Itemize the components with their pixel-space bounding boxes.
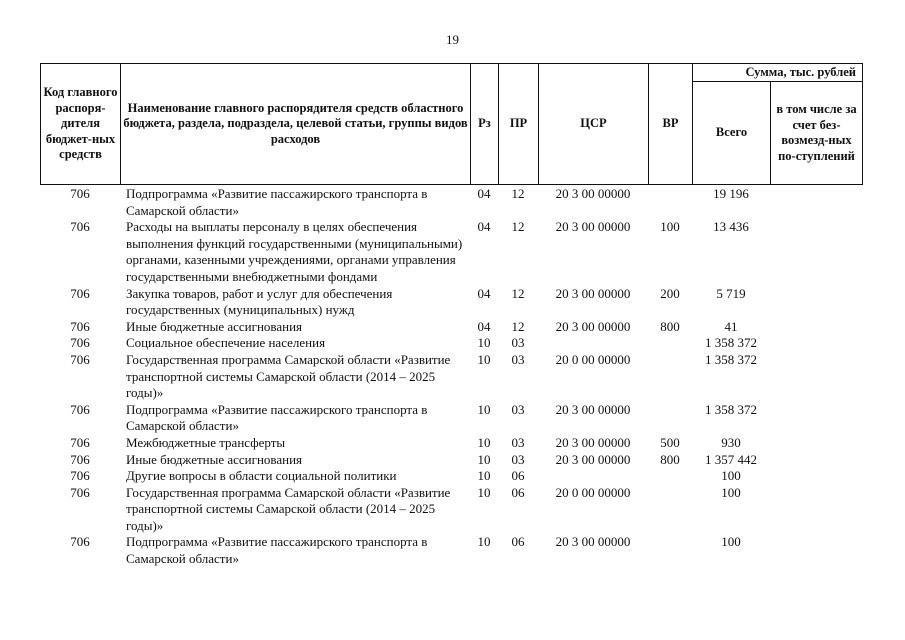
table-row (40, 402, 862, 435)
row-csr: 20 3 00 00000 (555, 534, 631, 550)
header-pr: ПР (499, 64, 539, 185)
row-csr (538, 335, 648, 352)
table-row (40, 186, 862, 219)
row-csr: 20 0 00 00000 (555, 484, 631, 500)
row-rz: 04 (477, 285, 491, 301)
row-pr: 03 (511, 351, 525, 367)
row-code: 706 (70, 451, 90, 467)
row-pr: 06 (511, 534, 525, 550)
row-total: 100 (721, 468, 741, 484)
table-row (40, 485, 862, 535)
row-total: 1 358 372 (705, 335, 757, 351)
row-code: 706 (70, 335, 90, 351)
header-name: Наименование главного распорядителя средств областного бюджета, раздела, подраздела, целевой статьи, группы видов расходов (121, 64, 471, 185)
row-total: 5 719 (716, 285, 746, 301)
row-gratuitous (770, 335, 862, 352)
table-row (40, 534, 862, 567)
row-gratuitous (770, 402, 862, 435)
header-gratuitous: в том числе за счет без-возмезд-ных по-ступлений (771, 82, 863, 185)
row-vr: 800 (660, 451, 680, 467)
row-rz: 04 (477, 318, 491, 334)
row-name: Иные бюджетные ассигнования (126, 451, 303, 467)
row-rz: 10 (477, 335, 491, 351)
table-header (40, 63, 863, 185)
row-total: 930 (721, 434, 741, 450)
row-code: 706 (70, 318, 90, 334)
row-rz: 10 (477, 468, 491, 484)
row-vr: 800 (660, 318, 680, 334)
header-sum: Сумма, тыс. рублей (693, 64, 863, 82)
header-rz: Рз (471, 64, 499, 185)
row-pr: 03 (511, 335, 525, 351)
row-vr (648, 534, 692, 567)
row-gratuitous (770, 286, 862, 319)
row-gratuitous (770, 219, 862, 285)
table-row (40, 435, 862, 452)
row-total: 100 (721, 484, 741, 500)
row-name: Межбюджетные трансферты (126, 434, 286, 450)
row-csr: 20 3 00 00000 (555, 451, 631, 467)
row-gratuitous (770, 435, 862, 452)
table-row (40, 335, 862, 352)
row-pr: 03 (511, 434, 525, 450)
row-code: 706 (70, 186, 90, 201)
row-rz: 10 (477, 434, 491, 450)
table-row (40, 319, 862, 336)
row-csr: 20 3 00 00000 (555, 186, 631, 201)
row-code: 706 (70, 468, 90, 484)
row-name: Подпрограмма «Развитие пассажирского транспорта в Самарской области» (126, 401, 428, 434)
row-gratuitous (770, 452, 862, 469)
row-gratuitous (770, 485, 862, 535)
row-vr (648, 186, 692, 219)
header-vr: ВР (649, 64, 693, 185)
row-pr: 12 (511, 219, 525, 235)
row-vr (648, 402, 692, 435)
row-vr (648, 485, 692, 535)
row-name: Подпрограмма «Развитие пассажирского транспорта в Самарской области» (126, 186, 428, 218)
row-gratuitous (770, 319, 862, 336)
row-vr (648, 352, 692, 402)
row-rz: 10 (477, 484, 491, 500)
row-code: 706 (70, 219, 90, 235)
row-name: Социальное обеспечение населения (126, 335, 326, 351)
row-total: 1 357 442 (705, 451, 757, 467)
row-name: Государственная программа Самарской области «Развитие транспортной системы Самарской области (2014 – 2025 годы)» (126, 484, 451, 533)
table-row (40, 219, 862, 285)
row-name: Расходы на выплаты персоналу в целях обеспечения выполнения функций государственными (муниципальными) органами, казенными учреждениями, органами управления государственными внебюджетными фондами (126, 219, 463, 284)
row-code: 706 (70, 285, 90, 301)
row-pr: 12 (511, 285, 525, 301)
row-rz: 04 (477, 186, 491, 201)
row-total: 19 196 (713, 186, 749, 201)
row-csr: 20 3 00 00000 (555, 318, 631, 334)
row-gratuitous (770, 468, 862, 485)
row-rz: 10 (477, 451, 491, 467)
row-total: 100 (721, 534, 741, 550)
row-pr: 12 (511, 318, 525, 334)
row-code: 706 (70, 351, 90, 367)
row-csr: 20 3 00 00000 (555, 285, 631, 301)
row-name: Подпрограмма «Развитие пассажирского транспорта в Самарской области» (126, 534, 428, 567)
row-total: 1 358 372 (705, 351, 757, 367)
row-name: Другие вопросы в области социальной политики (126, 468, 397, 484)
row-total: 41 (724, 318, 738, 334)
table-row (40, 352, 862, 402)
row-pr: 03 (511, 451, 525, 467)
row-csr: 20 3 00 00000 (555, 219, 631, 235)
row-name: Закупка товаров, работ и услуг для обеспечения государственных (муниципальных) нужд (126, 285, 393, 318)
row-rz: 10 (477, 534, 491, 550)
row-rz: 10 (477, 401, 491, 417)
row-vr: 200 (660, 285, 680, 301)
header-total: Всего (693, 82, 771, 185)
row-name: Государственная программа Самарской области «Развитие транспортной системы Самарской области (2014 – 2025 годы)» (126, 351, 451, 401)
row-rz: 10 (477, 351, 491, 367)
row-code: 706 (70, 401, 90, 417)
table-row (40, 452, 862, 469)
row-pr: 03 (511, 401, 525, 417)
row-vr (648, 468, 692, 485)
row-total: 13 436 (713, 219, 749, 235)
row-csr: 20 3 00 00000 (555, 434, 631, 450)
row-code: 706 (70, 484, 90, 500)
row-gratuitous (770, 352, 862, 402)
row-total: 1 358 372 (705, 401, 757, 417)
row-name: Иные бюджетные ассигнования (126, 318, 303, 334)
row-vr: 100 (660, 219, 680, 235)
data-table (40, 186, 862, 568)
row-csr: 20 0 00 00000 (555, 351, 631, 367)
row-code: 706 (70, 534, 90, 550)
row-csr (538, 468, 648, 485)
header-code: Код главного распоря-дителя бюджет-ных средств (41, 64, 121, 185)
row-vr (648, 335, 692, 352)
row-vr: 500 (660, 434, 680, 450)
table-row (40, 286, 862, 319)
page-number: 19 (446, 32, 459, 47)
row-pr: 12 (511, 186, 525, 201)
row-pr: 06 (511, 484, 525, 500)
row-rz: 04 (477, 219, 491, 235)
table-row (40, 468, 862, 485)
row-gratuitous (770, 186, 862, 219)
row-csr: 20 3 00 00000 (555, 401, 631, 417)
row-code: 706 (70, 434, 90, 450)
header-csr: ЦСР (539, 64, 649, 185)
row-gratuitous (770, 534, 862, 567)
row-pr: 06 (511, 468, 525, 484)
